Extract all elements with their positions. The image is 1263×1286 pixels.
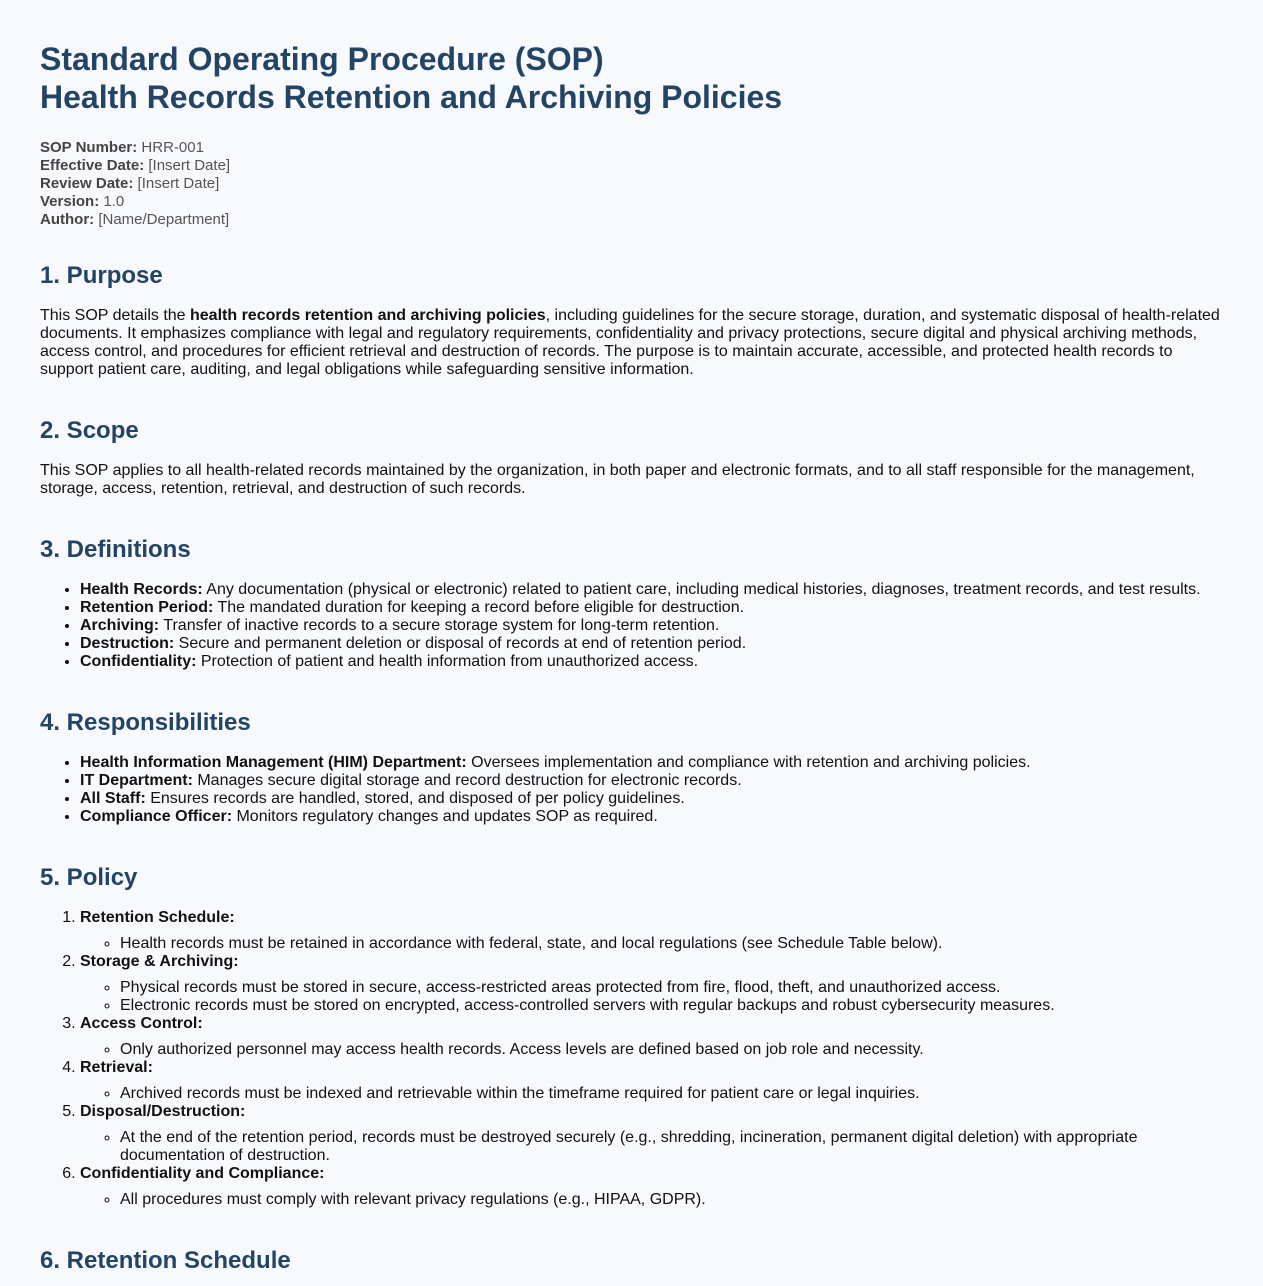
sub-list — [80, 979, 1223, 1015]
section-heading: 4. Responsibilities — [40, 709, 251, 736]
meta-label: Author: — [40, 211, 95, 228]
description: Protection of patient and health information from unauthorized access. — [196, 653, 699, 670]
sub-item: ◦ All procedures must comply with relevant privacy regulations (e.g., HIPAA, GDPR). — [120, 1191, 1223, 1209]
list-item — [80, 599, 1223, 617]
meta-value: [Name/Department] — [98, 211, 230, 228]
list-item — [80, 581, 1223, 599]
term: All Staff: — [80, 790, 146, 807]
policy-title: Access Control: — [80, 1015, 203, 1032]
section-scope — [40, 416, 1223, 498]
meta-value: [Insert Date] — [137, 175, 220, 192]
purpose-text-start: This SOP details the — [40, 307, 190, 324]
document-metadata — [40, 139, 1223, 229]
description: Manages secure digital storage and record destruction for electronic records. — [192, 772, 742, 789]
term: Retention Period: — [80, 599, 214, 616]
meta-value: 1.0 — [103, 193, 125, 210]
policy-list — [40, 909, 1223, 1209]
description: Secure and permanent deletion or disposal of records at end of retention period. — [174, 635, 747, 652]
section-responsibilities — [40, 708, 1223, 826]
meta-label: Effective Date: — [40, 157, 145, 174]
sub-item: ◦ Health records must be retained in accordance with federal, state, and local regulations (see Schedule Table below). — [120, 935, 1223, 953]
meta-value: HRR-001 — [141, 139, 204, 156]
sub-list — [80, 1041, 1223, 1059]
description: Monitors regulatory changes and updates SOP as required. — [232, 808, 658, 825]
section-definitions — [40, 535, 1223, 671]
meta-label: Review Date: — [40, 175, 134, 192]
sub-list — [80, 1191, 1223, 1209]
purpose-text-end: , including guidelines for the secure storage, duration, and systematic disposal of health-related documents. It emphasizes compliance with legal and regulatory requirements, confidentiality and privacy protections, secure digital and physical archiving methods, access control, and procedures for efficient retrieval and destruction of records. The purpose is to maintain accurate, accessible, and protected health records to support patient care, auditing, and legal obligations while safeguarding sensitive information. — [40, 307, 1220, 378]
description: Transfer of inactive records to a secure storage system for long-term retention. — [159, 617, 720, 634]
meta-label: SOP Number: — [40, 139, 138, 156]
title-line-1: Standard Operating Procedure (SOP) — [40, 41, 604, 77]
list-item — [80, 617, 1223, 635]
term: Health Information Management (HIM) Department: — [80, 754, 467, 771]
term: Compliance Officer: — [80, 808, 233, 825]
meta-review-date — [40, 175, 1223, 193]
list-item — [80, 635, 1223, 653]
meta-author — [40, 211, 1223, 229]
list-item — [80, 1165, 1223, 1209]
term: Destruction: — [80, 635, 175, 652]
list-item — [80, 754, 1223, 772]
list-item — [80, 909, 1223, 953]
term: Confidentiality: — [80, 653, 197, 670]
sub-list — [80, 935, 1223, 953]
meta-effective-date — [40, 157, 1223, 175]
term: Archiving: — [80, 617, 160, 634]
list-item — [80, 772, 1223, 790]
responsibilities-list — [40, 754, 1223, 826]
sub-item: ◦ At the end of the retention period, records must be destroyed securely (e.g., shredding, incineration, permanent digital deletion) with appropriate documentation of destruction. — [120, 1129, 1223, 1165]
term: IT Department: — [80, 772, 193, 789]
description: Oversees implementation and compliance with retention and archiving policies. — [466, 754, 1031, 771]
meta-label: Version: — [40, 193, 100, 210]
sub-list — [80, 1129, 1223, 1165]
sub-item: ◦ Physical records must be stored in secure, access-restricted areas protected from fire, flood, theft, and unauthorized access. — [120, 979, 1223, 997]
section-heading: 2. Scope — [40, 417, 139, 444]
scope-text: This SOP applies to all health-related records maintained by the organization, in both paper and electronic formats, and to all staff responsible for the management, storage, access, retention, retrieval, and destruction of such records. — [40, 462, 1195, 497]
meta-value: [Insert Date] — [148, 157, 231, 174]
definitions-list — [40, 581, 1223, 671]
sub-item: ◦ Electronic records must be stored on encrypted, access-controlled servers with regular backups and robust cybersecurity measures. — [120, 997, 1223, 1015]
section-retention-schedule — [40, 1246, 1223, 1286]
term: Health Records: — [80, 581, 203, 598]
description: The mandated duration for keeping a record before eligible for destruction. — [213, 599, 745, 616]
list-item — [80, 953, 1223, 1015]
policy-title: Confidentiality and Compliance: — [80, 1165, 325, 1182]
page-title — [40, 40, 1223, 116]
sub-item: ◦ Archived records must be indexed and retrievable within the timeframe required for patient care or legal inquiries. — [120, 1085, 1223, 1103]
section-heading: 6. Retention Schedule — [40, 1247, 291, 1274]
list-item — [80, 1015, 1223, 1059]
policy-title: Storage & Archiving: — [80, 953, 239, 970]
policy-title: Retention Schedule: — [80, 909, 235, 926]
policy-title: Disposal/Destruction: — [80, 1103, 246, 1120]
list-item — [80, 808, 1223, 826]
list-item — [80, 790, 1223, 808]
sub-list — [80, 1085, 1223, 1103]
policy-title: Retrieval: — [80, 1059, 153, 1076]
section-heading: 3. Definitions — [40, 536, 191, 563]
list-item — [80, 653, 1223, 671]
sub-item: ◦ Only authorized personnel may access health records. Access levels are defined based on job role and necessity. — [120, 1041, 1223, 1059]
section-heading: 1. Purpose — [40, 262, 163, 289]
meta-version — [40, 193, 1223, 211]
section-purpose — [40, 261, 1223, 379]
list-item — [80, 1059, 1223, 1103]
purpose-text — [40, 307, 1223, 379]
section-policy — [40, 863, 1223, 1209]
meta-sop-number — [40, 139, 1223, 157]
list-item — [80, 1103, 1223, 1165]
description: Ensures records are handled, stored, and disposed of per policy guidelines. — [145, 790, 685, 807]
description: Any documentation (physical or electronic) related to patient care, including medical histories, diagnoses, treatment records, and test results. — [202, 581, 1201, 598]
purpose-text-bold: health records retention and archiving policies — [190, 307, 546, 324]
title-line-2: Health Records Retention and Archiving Policies — [40, 79, 783, 115]
section-heading: 5. Policy — [40, 864, 138, 891]
